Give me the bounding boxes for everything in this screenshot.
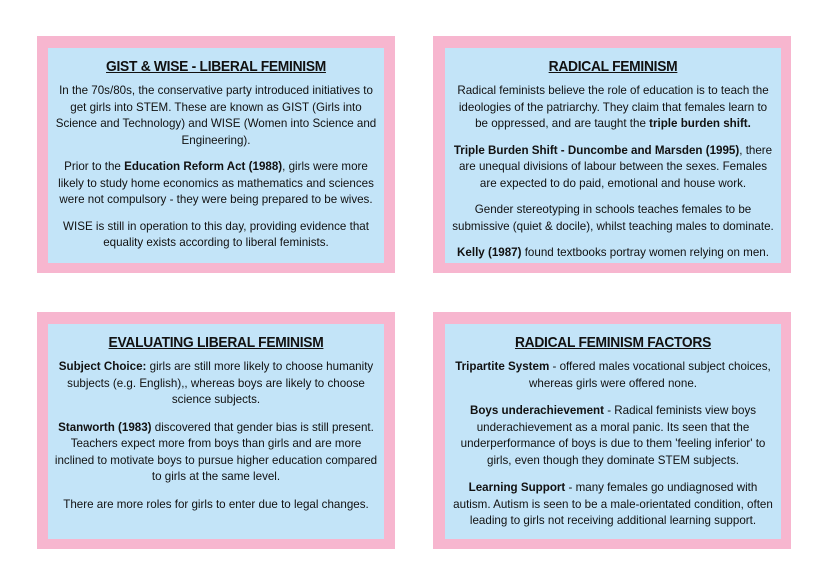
paragraph-text: In the 70s/80s, the conservative party introduced initiatives to get girls into STEM. These are known as GIST (Girls into Science and Technology) and WISE (Women into Science and Engineering).: [55, 84, 377, 147]
paragraph-text: Radical feminists believe the role of education is to teach the ideologies of the patriarchy. They claim that females learn to be oppressed, and are taught the: [457, 84, 769, 130]
card-paragraph: [54, 497, 378, 514]
paragraph-text: There are more roles for girls to enter due to legal changes.: [63, 497, 369, 511]
card-paragraph: [451, 143, 775, 193]
card-body: [54, 359, 378, 513]
card-content: [445, 324, 781, 539]
card-paragraph: [451, 245, 775, 262]
paragraph-text: Gender stereotyping in schools teaches females to be submissive (quiet & docile), whilst teaching males to dominate.: [452, 203, 774, 233]
bold-term: Tripartite System: [455, 360, 550, 373]
card-body: [451, 83, 775, 262]
paragraph-text: - many females go undiagnosed with autism. Autism is seen to be a male-orientated condition, often leading to girls not receiving additional learning support.: [453, 481, 773, 527]
bold-term: Kelly (1987): [457, 246, 522, 259]
bold-term: Boys underachievement: [469, 404, 604, 417]
card-evaluating-liberal-feminism: [37, 312, 395, 549]
paragraph-text: girls are still more likely to choose humanity subjects (e.g. English),, whereas boys are likely to choose science subjects.: [67, 360, 374, 406]
card-paragraph: [451, 83, 775, 133]
card-title: GIST & WISE - LIBERAL FEMINISM: [106, 58, 326, 75]
card-gist-wise: [37, 36, 395, 273]
bold-term: triple burden shift.: [649, 117, 751, 130]
paragraph-text: , there are unequal divisions of labour between the sexes. Females are expected to do paid, emotional and house work.: [458, 143, 773, 190]
bold-term: Triple Burden Shift - Duncombe and Marsden (1995): [453, 143, 740, 157]
card-paragraph: [54, 159, 378, 209]
card-radical-feminism-factors: [433, 312, 791, 549]
paragraph-text: Prior to the: [64, 160, 125, 173]
card-body: [54, 83, 378, 252]
card-content: [48, 48, 384, 263]
card-title: RADICAL FEMINISM: [548, 58, 678, 75]
bold-term: Learning Support: [468, 481, 566, 494]
card-content: [445, 48, 781, 263]
bold-term: Stanworth (1983): [58, 420, 152, 434]
paragraph-text: - offered males vocational subject choices, whereas girls were offered none.: [529, 360, 771, 390]
card-paragraph: [451, 403, 775, 469]
paragraph-text: - Radical feminists view boys underachievement as a moral panic. Its seen that the underperformance of boys is due to them 'feeling inferior' to girls, even though they dominate STEM subjects.: [460, 404, 766, 467]
bold-term: Subject Choice:: [58, 360, 147, 373]
paragraph-text: , girls were more likely to study home economics as mathematics and sciences were not compulsory - they were being prepared to be wives.: [58, 160, 374, 206]
card-body: [451, 359, 775, 530]
card-title: RADICAL FEMINISM FACTORS: [514, 334, 712, 351]
paragraph-text: WISE is still in operation to this day, providing evidence that equality exists according to liberal feminists.: [63, 219, 369, 249]
card-paragraph: [451, 202, 775, 235]
card-radical-feminism: [433, 36, 791, 273]
card-paragraph: [451, 359, 775, 392]
card-content: [48, 324, 384, 539]
paragraph-text: found textbooks portray women relying on men.: [521, 246, 769, 259]
card-paragraph: [54, 83, 378, 149]
card-paragraph: [54, 219, 378, 252]
card-paragraph: [54, 359, 378, 409]
paragraph-text: discovered that gender bias is still present. Teachers expect more from boys than girls and are more inclined to motivate boys to pursue higher education compared to girls at the same level.: [54, 420, 378, 483]
card-title: EVALUATING LIBERAL FEMINISM: [108, 334, 324, 351]
card-paragraph: [54, 420, 378, 486]
bold-term: Education Reform Act (1988): [124, 160, 283, 173]
card-paragraph: [451, 480, 775, 530]
